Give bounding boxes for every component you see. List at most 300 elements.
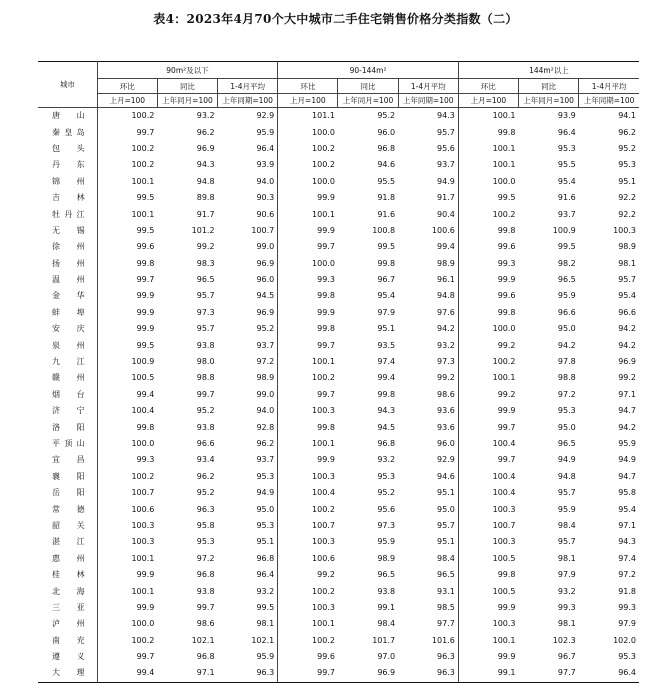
table-row	[38, 124, 639, 140]
index-value: 99.2	[618, 373, 636, 383]
index-value: 98.9	[618, 242, 636, 252]
unit-label: 上年同期=100	[398, 94, 458, 108]
city-name: 桂林	[38, 567, 97, 583]
index-value: 96.8	[377, 439, 396, 448]
index-value: 99.6	[136, 242, 155, 252]
index-value: 91.8	[377, 193, 396, 203]
index-value: 101.2	[191, 225, 215, 235]
index-value: 99.9	[317, 193, 335, 203]
index-value: 99.1	[377, 602, 396, 612]
index-value: 99.6	[317, 652, 335, 662]
index-value: 95.2	[196, 406, 215, 416]
index-value: 99.8	[317, 422, 335, 432]
index-value: 93.6	[398, 419, 458, 435]
table-row	[38, 616, 639, 632]
table-row	[38, 452, 639, 468]
index-value: 96.5	[557, 275, 576, 285]
index-value: 90.4	[398, 206, 458, 222]
index-value: 99.2	[317, 570, 335, 580]
index-value: 94.9	[618, 455, 636, 465]
index-value: 100.2	[312, 160, 335, 170]
sub-header-mom: 环比	[97, 79, 157, 94]
index-value: 97.3	[398, 354, 458, 370]
index-value: 100.2	[131, 111, 155, 121]
index-value: 99.8	[497, 570, 516, 580]
index-value: 100.7	[131, 488, 155, 498]
index-value: 95.8	[196, 520, 215, 530]
index-value: 98.8	[557, 373, 576, 383]
city-name: 包头	[38, 141, 97, 157]
table-row	[38, 305, 639, 321]
index-value: 100.1	[492, 373, 516, 383]
index-value: 99.8	[317, 324, 335, 334]
index-value: 97.4	[377, 357, 396, 367]
index-value: 98.5	[398, 600, 458, 616]
table-row	[38, 174, 639, 190]
index-value: 98.4	[398, 551, 458, 567]
index-value: 95.4	[557, 176, 576, 186]
index-value: 95.0	[398, 501, 458, 517]
index-value: 99.7	[317, 340, 335, 350]
index-value: 100.0	[131, 619, 155, 629]
index-value: 95.9	[557, 291, 576, 301]
index-value: 100.3	[312, 406, 335, 416]
index-value: 98.9	[218, 370, 278, 386]
table-row	[38, 403, 639, 419]
index-value: 101.7	[372, 635, 396, 645]
table-row	[38, 485, 639, 501]
index-value: 96.4	[218, 567, 278, 583]
index-value: 95.0	[557, 324, 576, 334]
index-value: 98.3	[196, 258, 215, 268]
index-value: 99.4	[97, 665, 157, 682]
index-value: 93.5	[377, 340, 396, 350]
index-value: 99.4	[377, 373, 396, 383]
index-value: 99.3	[497, 258, 516, 268]
index-value: 100.1	[312, 209, 335, 219]
index-value: 99.3	[136, 455, 155, 465]
index-value: 95.2	[196, 488, 215, 498]
city-name: 大理	[38, 665, 97, 682]
index-value: 97.1	[618, 389, 636, 399]
table-row	[38, 469, 639, 485]
city-name: 吉林	[38, 190, 97, 206]
index-value: 97.1	[618, 520, 636, 530]
index-value: 90.3	[218, 190, 278, 206]
index-value: 100.2	[131, 471, 155, 481]
index-value: 96.4	[557, 127, 576, 137]
index-value: 95.1	[618, 176, 636, 186]
index-value: 99.9	[497, 602, 516, 612]
index-value: 93.8	[196, 586, 215, 596]
index-value: 99.9	[136, 570, 155, 580]
index-value: 94.3	[377, 406, 396, 416]
index-value: 97.8	[557, 357, 576, 367]
table-row	[38, 567, 639, 583]
sub-header-yoy: 同比	[157, 79, 217, 94]
table-row	[38, 419, 639, 435]
index-value: 97.6	[398, 305, 458, 321]
index-value: 93.2	[196, 111, 215, 121]
index-value: 99.9	[136, 602, 155, 612]
index-value: 97.2	[218, 354, 278, 370]
index-value: 100.6	[398, 223, 458, 239]
index-value: 95.7	[196, 291, 215, 301]
price-index-table	[38, 61, 639, 683]
index-value: 95.4	[377, 291, 396, 301]
index-value: 96.4	[218, 141, 278, 157]
index-value: 96.6	[557, 307, 576, 317]
index-value: 94.9	[218, 485, 278, 501]
index-value: 96.8	[196, 570, 215, 580]
index-value: 99.8	[377, 258, 396, 268]
index-value: 98.6	[398, 387, 458, 403]
index-value: 99.7	[278, 665, 338, 682]
index-value: 99.5	[136, 193, 155, 203]
index-value: 96.8	[377, 143, 396, 153]
city-name: 北海	[38, 583, 97, 599]
index-value: 95.7	[398, 124, 458, 140]
index-value: 100.0	[312, 258, 335, 268]
index-value: 100.8	[372, 225, 396, 235]
index-value: 97.7	[519, 665, 579, 682]
index-value: 99.7	[317, 242, 335, 252]
table-row	[38, 583, 639, 599]
city-name: 安庆	[38, 321, 97, 337]
index-value: 100.2	[131, 143, 155, 153]
index-value: 100.3	[492, 619, 516, 629]
index-value: 97.9	[557, 570, 576, 580]
index-value: 95.9	[618, 439, 636, 448]
sub-header-yoy: 同比	[338, 79, 398, 94]
unit-label: 上月=100	[458, 94, 518, 108]
index-value: 97.9	[377, 307, 396, 317]
index-value: 100.7	[218, 223, 278, 239]
index-value: 96.3	[218, 665, 278, 682]
index-value: 98.9	[377, 553, 396, 563]
index-value: 96.4	[579, 665, 639, 682]
index-value: 93.1	[398, 583, 458, 599]
city-name: 泸州	[38, 616, 97, 632]
index-value: 100.1	[131, 176, 155, 186]
index-value: 94.8	[196, 176, 215, 186]
index-value: 98.4	[557, 520, 576, 530]
index-value: 96.0	[218, 272, 278, 288]
index-value: 100.3	[312, 471, 335, 481]
index-value: 101.6	[398, 633, 458, 649]
index-value: 99.0	[218, 239, 278, 255]
city-name: 岳阳	[38, 485, 97, 501]
city-name: 湛江	[38, 534, 97, 550]
index-value: 94.7	[618, 471, 636, 481]
city-name: 温州	[38, 272, 97, 288]
table-row	[38, 551, 639, 567]
table-row	[38, 157, 639, 173]
index-value: 97.4	[618, 553, 636, 563]
index-value: 102.0	[613, 635, 636, 645]
index-value: 100.3	[131, 520, 155, 530]
index-value: 95.8	[618, 488, 636, 498]
index-value: 96.3	[398, 665, 458, 682]
city-name: 蚌埠	[38, 305, 97, 321]
index-value: 100.3	[131, 537, 155, 547]
index-value: 97.1	[157, 665, 217, 682]
index-value: 93.8	[196, 422, 215, 432]
index-value: 96.0	[377, 127, 396, 137]
index-value: 93.2	[377, 455, 396, 465]
index-value: 94.8	[557, 471, 576, 481]
index-value: 98.1	[557, 553, 576, 563]
index-value: 100.9	[552, 225, 576, 235]
index-value: 100.6	[312, 553, 335, 563]
index-value: 93.8	[196, 340, 215, 350]
table-row	[38, 387, 639, 403]
city-name: 九江	[38, 354, 97, 370]
index-value: 100.1	[492, 635, 516, 645]
index-value: 96.5	[398, 567, 458, 583]
index-value: 99.8	[136, 258, 155, 268]
city-name: 徐州	[38, 239, 97, 255]
index-value: 95.1	[398, 534, 458, 550]
index-value: 100.4	[312, 488, 335, 498]
sub-header-mom: 环比	[278, 79, 338, 94]
index-value: 99.4	[398, 239, 458, 255]
table-row	[38, 649, 639, 665]
index-value: 96.8	[196, 652, 215, 662]
index-value: 99.8	[136, 422, 155, 432]
index-value: 100.2	[492, 209, 516, 219]
table-row	[38, 600, 639, 616]
index-value: 93.4	[196, 455, 215, 465]
index-value: 99.7	[196, 389, 215, 399]
index-value: 95.5	[377, 176, 396, 186]
table-row	[38, 141, 639, 157]
index-value: 96.0	[398, 436, 458, 452]
index-value: 95.0	[557, 422, 576, 432]
city-name: 洛阳	[38, 419, 97, 435]
index-value: 95.1	[377, 324, 396, 334]
index-value: 94.3	[196, 160, 215, 170]
group-header-large: 144m²以上	[458, 62, 639, 79]
index-value: 95.1	[218, 534, 278, 550]
index-value: 99.8	[497, 127, 516, 137]
index-value: 95.1	[398, 485, 458, 501]
index-value: 100.0	[312, 176, 335, 186]
index-value: 99.5	[218, 600, 278, 616]
index-value: 101.1	[312, 111, 335, 121]
index-value: 99.5	[377, 242, 396, 252]
unit-label: 上月=100	[97, 94, 157, 108]
index-value: 98.1	[218, 616, 278, 632]
index-value: 95.3	[557, 143, 576, 153]
group-header-medium: 90-144m²	[278, 62, 459, 79]
index-value: 95.3	[618, 652, 636, 662]
index-value: 99.5	[136, 225, 155, 235]
index-value: 95.5	[557, 160, 576, 170]
index-value: 96.9	[618, 357, 636, 367]
sub-header-mom: 环比	[458, 79, 518, 94]
sub-header-yoy: 同比	[519, 79, 579, 94]
sub-header-avg: 1-4月平均	[398, 79, 458, 94]
city-name: 秦皇岛	[38, 124, 97, 140]
index-value: 96.9	[218, 305, 278, 321]
unit-label: 上月=100	[278, 94, 338, 108]
index-value: 96.9	[218, 256, 278, 272]
index-value: 97.7	[398, 616, 458, 632]
table-row	[38, 633, 639, 649]
index-value: 99.7	[136, 652, 155, 662]
index-value: 95.0	[218, 501, 278, 517]
index-value: 99.5	[557, 242, 576, 252]
index-value: 100.1	[131, 586, 155, 596]
index-value: 95.7	[196, 324, 215, 334]
index-value: 100.7	[492, 520, 516, 530]
table-row	[38, 337, 639, 353]
index-value: 94.7	[618, 406, 636, 416]
index-value: 95.7	[618, 275, 636, 285]
index-value: 94.6	[377, 160, 396, 170]
table-row	[38, 108, 639, 125]
index-value: 95.3	[218, 469, 278, 485]
group-header-small: 90m²及以下	[97, 62, 278, 79]
index-value: 99.9	[136, 307, 155, 317]
index-value: 100.2	[312, 635, 335, 645]
index-value: 93.8	[377, 586, 396, 596]
index-value: 94.1	[618, 111, 636, 121]
index-value: 100.4	[492, 488, 516, 498]
index-value: 95.3	[557, 406, 576, 416]
index-value: 95.2	[377, 111, 396, 121]
index-value: 91.8	[618, 586, 636, 596]
index-value: 100.2	[312, 504, 335, 514]
index-value: 100.1	[131, 209, 155, 219]
city-name: 唐山	[38, 108, 97, 125]
index-value: 97.9	[618, 619, 636, 629]
index-value: 96.5	[557, 439, 576, 448]
index-value: 96.9	[196, 143, 215, 153]
index-value: 95.2	[218, 321, 278, 337]
city-name: 泉州	[38, 337, 97, 353]
index-value: 94.5	[377, 422, 396, 432]
index-value: 100.1	[131, 553, 155, 563]
index-value: 97.3	[196, 307, 215, 317]
index-value: 95.4	[618, 504, 636, 514]
index-value: 96.6	[196, 439, 215, 448]
index-value: 102.1	[191, 635, 215, 645]
index-value: 97.2	[196, 553, 215, 563]
index-value: 100.1	[312, 439, 335, 448]
index-value: 99.9	[317, 307, 335, 317]
index-value: 99.3	[618, 602, 636, 612]
index-value: 92.2	[618, 193, 636, 203]
index-value: 94.3	[398, 108, 458, 125]
index-value: 99.2	[196, 242, 215, 252]
index-value: 95.3	[196, 537, 215, 547]
city-name: 三亚	[38, 600, 97, 616]
table-row	[38, 436, 639, 452]
index-value: 95.4	[618, 291, 636, 301]
unit-label: 上年同期=100	[579, 94, 639, 108]
index-value: 98.0	[196, 357, 215, 367]
index-value: 95.2	[618, 143, 636, 153]
index-value: 100.2	[492, 357, 516, 367]
index-value: 98.4	[377, 619, 396, 629]
index-value: 97.3	[377, 520, 396, 530]
index-value: 95.9	[557, 504, 576, 514]
index-value: 96.6	[618, 307, 636, 317]
index-value: 95.9	[377, 537, 396, 547]
index-value: 97.2	[557, 389, 576, 399]
index-value: 100.3	[492, 537, 516, 547]
city-name: 赣州	[38, 370, 97, 386]
index-value: 96.5	[377, 570, 396, 580]
index-value: 99.9	[136, 324, 155, 334]
index-value: 100.5	[492, 553, 516, 563]
index-value: 92.8	[218, 419, 278, 435]
index-value: 94.6	[398, 469, 458, 485]
index-value: 100.3	[492, 504, 516, 514]
index-value: 100.0	[492, 176, 516, 186]
index-value: 99.4	[136, 389, 155, 399]
index-value: 95.9	[218, 124, 278, 140]
table-body	[38, 108, 639, 683]
index-value: 94.9	[398, 174, 458, 190]
sub-header-avg: 1-4月平均	[579, 79, 639, 94]
index-value: 94.2	[618, 340, 636, 350]
index-value: 100.2	[312, 586, 335, 596]
index-value: 99.2	[497, 340, 516, 350]
table-row	[38, 239, 639, 255]
index-value: 93.7	[218, 452, 278, 468]
index-value: 100.2	[131, 160, 155, 170]
table-row	[38, 272, 639, 288]
unit-label: 上年同期=100	[218, 94, 278, 108]
city-name: 平顶山	[38, 436, 97, 452]
index-value: 98.2	[557, 258, 576, 268]
city-name: 无锡	[38, 223, 97, 239]
city-column-header: 城市	[38, 62, 97, 108]
city-name: 宜昌	[38, 452, 97, 468]
index-value: 100.6	[131, 504, 155, 514]
index-value: 96.3	[398, 649, 458, 665]
index-value: 96.2	[218, 436, 278, 452]
index-value: 99.3	[557, 602, 576, 612]
index-value: 93.7	[398, 157, 458, 173]
index-value: 99.9	[136, 291, 155, 301]
index-value: 97.2	[618, 570, 636, 580]
index-value: 96.2	[196, 127, 215, 137]
city-name: 烟台	[38, 387, 97, 403]
table-row	[38, 354, 639, 370]
table-row	[38, 256, 639, 272]
page-title: 表4：2023年4月70个大中城市二手住宅销售价格分类指数（二）	[153, 12, 518, 26]
table-row	[38, 206, 639, 222]
index-value: 99.6	[497, 291, 516, 301]
index-value: 100.1	[492, 111, 516, 121]
index-value: 99.7	[196, 602, 215, 612]
index-value: 99.5	[497, 193, 516, 203]
index-value: 94.8	[398, 288, 458, 304]
index-value: 93.7	[218, 337, 278, 353]
index-value: 99.7	[136, 275, 155, 285]
index-value: 96.2	[618, 127, 636, 137]
index-value: 100.7	[312, 520, 335, 530]
table-row	[38, 518, 639, 534]
index-value: 94.0	[218, 403, 278, 419]
index-value: 94.2	[557, 340, 576, 350]
city-name: 韶关	[38, 518, 97, 534]
table-row	[38, 190, 639, 206]
